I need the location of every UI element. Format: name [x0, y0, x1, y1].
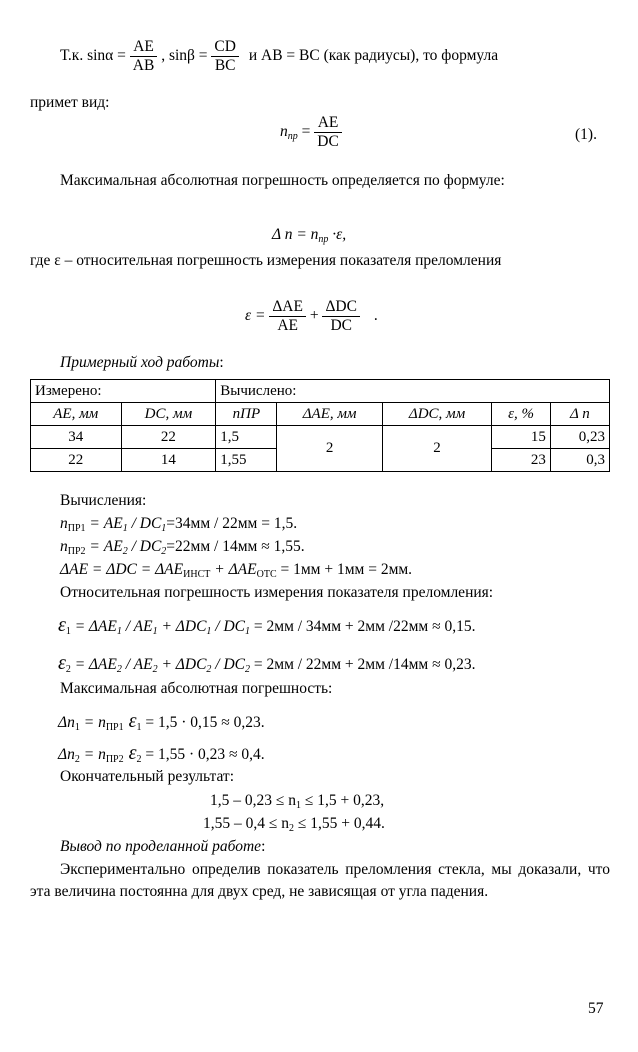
- dn1-eps-sub: 1: [136, 722, 142, 733]
- eps2-symbol: ε: [58, 652, 66, 674]
- eps1-e: / DC: [211, 618, 246, 635]
- eps2-d-sub: 2: [206, 664, 212, 675]
- calc-dae-b: + ΔAE: [210, 561, 257, 578]
- cell-eps: 15: [492, 426, 551, 449]
- eps2-c-sub: 2: [152, 664, 158, 675]
- dn2-b: = n: [79, 746, 106, 763]
- conclusion-title-text: Вывод по проделанной работе: [60, 838, 262, 855]
- eps1-c-sub: 1: [152, 626, 158, 637]
- eps-num-2: ΔDC: [322, 298, 360, 317]
- header-dn: Δ n: [550, 403, 609, 426]
- intro-line: [60, 38, 498, 75]
- cell-ae: 22: [31, 449, 122, 472]
- formula-1: [280, 114, 342, 151]
- calc-n1-dc-sub: 1: [161, 523, 167, 534]
- eps1-tail: = 2мм / 34мм + 2мм /22мм ≈ 0,15.: [250, 618, 476, 635]
- eps1-symbol: ε: [58, 614, 66, 636]
- cell-n: 1,5: [216, 426, 277, 449]
- header-dc: DC, мм: [121, 403, 216, 426]
- final-line-1: [210, 790, 384, 812]
- final-line-2: [203, 813, 385, 835]
- sin-beta-denominator: BC: [214, 56, 236, 74]
- calc-title: Вычисления:: [60, 492, 147, 509]
- cell-ae: 34: [31, 426, 122, 449]
- delta-formula: [272, 224, 346, 246]
- dn2-tail: = 1,55 · 0,23 ≈ 0,4.: [141, 746, 265, 763]
- eps2-e-sub: 2: [245, 664, 251, 675]
- calc-n1-n: n: [60, 515, 68, 532]
- eps-formula: [245, 298, 378, 335]
- final1-b: ≤ 1,5 + 0,23,: [301, 792, 385, 809]
- eps-num-1: ΔAE: [269, 298, 306, 317]
- calc-n2-tail: =22мм / 14мм ≈ 1,55.: [166, 538, 305, 555]
- group-measured: Измерено:: [31, 380, 216, 403]
- eps2-e: / DC: [211, 656, 246, 673]
- header-eps: ε, %: [492, 403, 551, 426]
- formula-1-lhs: n: [280, 122, 288, 140]
- cell-dn: 0,3: [550, 449, 609, 472]
- procedure-colon: :: [219, 354, 224, 371]
- eps2-tail: = 2мм / 22мм + 2мм /14мм ≈ 0,23.: [250, 656, 476, 673]
- table-header-row: [31, 403, 610, 426]
- final-title: Окончательный результат:: [60, 768, 235, 785]
- group-computed: Вычислено:: [216, 380, 610, 403]
- sin-alpha-denominator: AB: [132, 56, 155, 74]
- final2-a: 1,55 – 0,4 ≤ n: [203, 815, 290, 832]
- final2-b: ≤ 1,55 + 0,44.: [294, 815, 385, 832]
- header-ddc: ΔDC, мм: [382, 403, 492, 426]
- dn2-eps-sub: 2: [136, 754, 142, 765]
- calc-eps2: [58, 652, 475, 676]
- abs-error-title: Максимальная абсолютная погрешность:: [60, 680, 333, 697]
- eps-fraction-1: [269, 298, 306, 335]
- eps2-b-sub: 2: [116, 664, 122, 675]
- eps1-b: = ΔAE: [70, 618, 117, 635]
- results-table: [30, 379, 610, 472]
- eps1-c: / AE: [121, 618, 153, 635]
- sin-beta-fraction: [211, 38, 239, 75]
- calc-dae-sub-b: ОТС: [256, 569, 277, 580]
- procedure-title-text: Примерный ход работы: [60, 354, 220, 371]
- cell-dn: 0,23: [550, 426, 609, 449]
- dn1-sub: 1: [74, 722, 80, 733]
- calc-dn1: [58, 710, 265, 734]
- eps2-d: + ΔDC: [157, 656, 207, 673]
- max-error-paragraph: Максимальная абсолютная погрешность определяется по формуле:: [60, 172, 505, 189]
- calc-n2-sub: ПР2: [67, 546, 86, 557]
- calc-dae-sub-a: ИНСТ: [183, 569, 211, 580]
- calc-n1-sub: ПР1: [67, 523, 86, 534]
- header-n: nПР: [216, 403, 277, 426]
- where-text: где ε – относительная погрешность измерения показателя преломления: [30, 252, 502, 269]
- eps-den-2: DC: [330, 316, 352, 334]
- calc-dae-c: = 1мм + 1мм = 2мм.: [276, 561, 413, 578]
- eps2-sub: 2: [65, 664, 71, 675]
- dn1-tail: = 1,5 · 0,15 ≈ 0,23.: [141, 714, 265, 731]
- eps-tail: .: [373, 306, 378, 324]
- sin-beta-numerator: CD: [211, 38, 239, 57]
- formula-1-eq: =: [301, 122, 315, 140]
- sin-beta-label: , sinβ =: [161, 46, 208, 64]
- final2-sub: 2: [289, 823, 295, 834]
- eps1-sub: 1: [65, 626, 71, 637]
- cell-dc: 22: [121, 426, 216, 449]
- where-paragraph: [30, 250, 610, 272]
- table-group-row: [31, 380, 610, 403]
- dn1-a: Δn: [58, 714, 75, 731]
- calc-n1-ae-sub: 1: [122, 523, 128, 534]
- formula-1-lhs-sub: пр: [287, 130, 298, 142]
- page-number: 57: [588, 1000, 604, 1017]
- eps2-c: / AE: [121, 656, 153, 673]
- formula-1-number: (1).: [575, 126, 597, 143]
- final1-sub: 1: [296, 800, 302, 811]
- calc-n2-ae-sub: 2: [122, 546, 128, 557]
- dn1-eps: ε: [123, 710, 137, 732]
- conclusion-colon: :: [261, 838, 266, 855]
- conclusion-paragraph: Экспериментально определив показатель преломления стекла, мы доказали, что эта величина постоянна для двух сред, не зависящая от угла падения.: [30, 861, 610, 900]
- formula-1-denominator: DC: [317, 132, 339, 150]
- rel-error-title: Относительная погрешность измерения показателя преломления:: [60, 584, 494, 601]
- calc-dae: [60, 559, 412, 581]
- cell-dc: 14: [121, 449, 216, 472]
- delta-formula-tail: ·ε,: [328, 226, 347, 243]
- sin-alpha-fraction: [130, 38, 158, 75]
- conclusion-title: [60, 836, 265, 858]
- calc-eps1: [58, 614, 475, 638]
- calc-n2-dc-sub: 2: [161, 546, 167, 557]
- dn2-eps: ε: [123, 742, 137, 764]
- sin-alpha-numerator: AE: [130, 38, 158, 57]
- eps-den-1: AE: [277, 316, 298, 334]
- calc-n1-ae: = AE: [85, 515, 123, 532]
- header-ae: AE, мм: [31, 403, 122, 426]
- cell-ddc: 2: [382, 426, 492, 472]
- cell-eps: 23: [492, 449, 551, 472]
- formula-1-numerator: AE: [314, 114, 342, 133]
- calc-n2-dc: / DC: [127, 538, 162, 555]
- eps-lhs: ε =: [245, 306, 266, 324]
- calc-n2-n: n: [60, 538, 68, 555]
- eps-fraction-2: [322, 298, 360, 335]
- dn1-b: = n: [79, 714, 106, 731]
- eps2-b: = ΔAE: [70, 656, 117, 673]
- calc-dae-a: ΔAE = ΔDC = ΔAE: [60, 561, 184, 578]
- intro-suffix: и AB = BC (как радиусы), то формула: [248, 46, 499, 64]
- dn1-b-sub: ПР1: [105, 722, 124, 733]
- delta-formula-text: Δ n = n: [272, 226, 319, 243]
- eps1-d-sub: 1: [206, 626, 212, 637]
- eps1-d: + ΔDC: [157, 618, 207, 635]
- cell-dae: 2: [277, 426, 382, 472]
- calc-n1-tail: =34мм / 22мм = 1,5.: [166, 515, 298, 532]
- procedure-title: [60, 352, 224, 374]
- calc-n2-ae: = AE: [85, 538, 123, 555]
- calc-n1: [60, 513, 297, 535]
- dn2-sub: 2: [74, 754, 80, 765]
- calc-dn2: [58, 742, 265, 766]
- intro-prefix: Т.к. sinα =: [60, 46, 126, 64]
- calc-n1-dc: / DC: [127, 515, 162, 532]
- final1-a: 1,5 – 0,23 ≤ n: [210, 792, 297, 809]
- formula-1-fraction: [314, 114, 342, 151]
- calc-n2: [60, 536, 305, 558]
- dn2-b-sub: ПР2: [105, 754, 124, 765]
- intro-line2: примет вид:: [30, 94, 110, 111]
- table-row: [31, 426, 610, 449]
- cell-n: 1,55: [216, 449, 277, 472]
- dn2-a: Δn: [58, 746, 75, 763]
- delta-formula-sub: пр: [318, 234, 329, 245]
- eps1-b-sub: 1: [116, 626, 122, 637]
- eps-plus: +: [309, 306, 319, 324]
- header-dae: ΔAE, мм: [277, 403, 382, 426]
- eps1-e-sub: 1: [245, 626, 251, 637]
